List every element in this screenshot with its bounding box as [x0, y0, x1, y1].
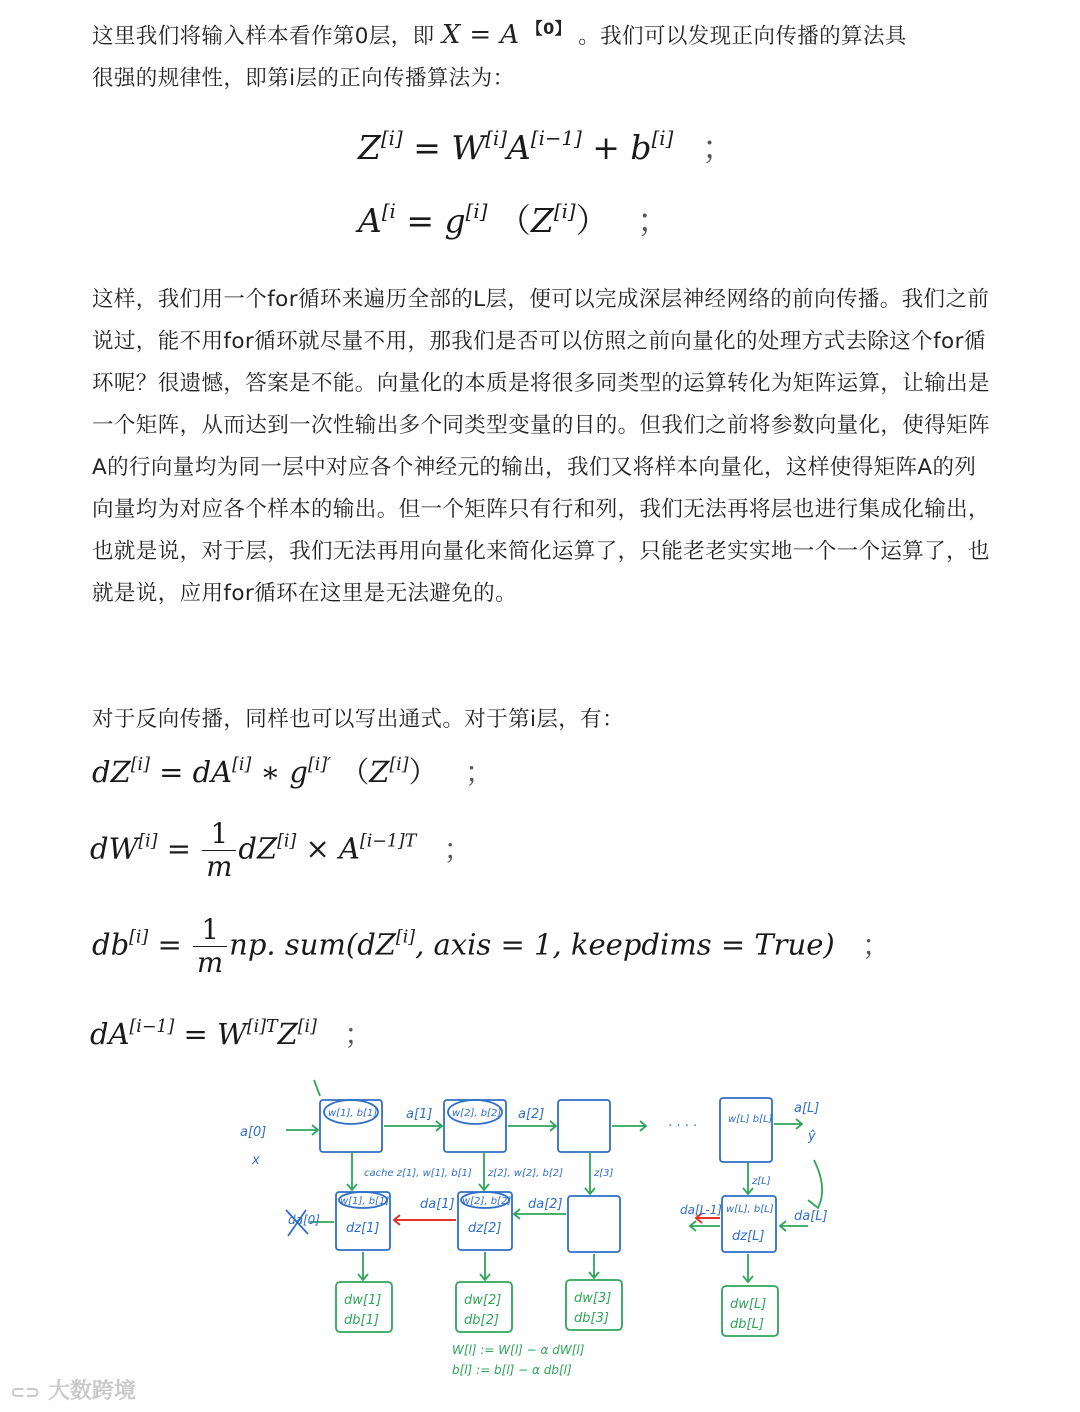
arrow-aL-out: [774, 1119, 802, 1129]
arrow-a1: [384, 1121, 442, 1131]
arrow-grad-L: [743, 1254, 753, 1282]
label-dz1: dz[1]: [346, 1221, 380, 1236]
label-a1: a[1]: [406, 1107, 433, 1122]
label-daL1: da[L-1]: [680, 1203, 723, 1217]
forward-backward-diagram: [228, 1068, 848, 1388]
intro-text-2: 。我们可以发现正向传播的算法具: [578, 23, 907, 49]
forward-equation-z: Z[i] = W[i]A[i−1] + b[i] ；: [358, 127, 735, 167]
label-db2: db[2]: [464, 1313, 499, 1328]
arrow-a0-in: [286, 1125, 318, 1135]
watermark-text: 大数跨境: [47, 1379, 136, 1404]
watermark-logo: [10, 1374, 136, 1405]
backward-intro-paragraph: 对于反向传播，同样也可以写出通式。对于第i层，有：: [92, 707, 624, 732]
label-update-w: W[l] := W[l] − α dW[l]: [452, 1343, 585, 1357]
label-z3: z[3]: [594, 1168, 614, 1179]
label-wb2-bwd: w[2], b[2]: [462, 1196, 512, 1207]
label-dwL: dw[L]: [730, 1297, 767, 1312]
backward-equation-db: db[i] = $\frac{1}{m}$ np. sum(dZ[i], axis = 1, keepdims = True) ；: [92, 914, 891, 979]
label-x: x: [252, 1153, 260, 1168]
label-da0-crossed: da[0]: [288, 1213, 320, 1227]
label-da1: da[1]: [420, 1197, 455, 1212]
label-dw2: dw[2]: [464, 1293, 502, 1308]
label-daL: da[L]: [794, 1209, 828, 1224]
arrow-grad-2: [480, 1252, 490, 1280]
arrow-a2: [508, 1121, 556, 1131]
label-db1: db[1]: [344, 1313, 379, 1328]
label-yhat: ŷ: [808, 1129, 816, 1144]
arrow-red-1: [394, 1215, 456, 1225]
intro-line-2: 很强的规律性，即第i层的正向传播算法为：: [92, 65, 515, 91]
label-dbL: db[L]: [730, 1317, 764, 1332]
label-dzL: dz[L]: [732, 1229, 765, 1244]
for-loop-paragraph: 这样，我们用一个for循环来遍历全部的L层，便可以完成深层神经网络的前向传播。我们之前说过，能不用for循环就尽量不用，那我们是否可以仿照之前向量化的处理方式去除这个for循环呢？很遗憾，答案是不能。向量化的本质是将很多同类型的运算转化为矩阵运算，让输出是一个矩阵，从而达到一次性输出多个同类型变量的目的。但我们之前将参数向量化，使得矩阵A的行向量均为同一层中对应各个神经元的输出，我们又将样本向量化，这样使得矩阵A的列向量均为对应各个样本的输出。但一个矩阵只有行和列，我们无法再将层也进行集成化输出，也就是说，对于层，我们无法再用向量化来简化运算了，只能老老实实地一个一个运算了，也就是说，应用for循环在这里是无法避免的。: [92, 287, 990, 606]
backward-equation-dw: dW[i] = $\frac{1}{m}$ $dZ[i] \times A^{[i-1]T}$ ；: [90, 818, 473, 883]
intro-text-1: 这里我们将输入样本看作第0层，即: [92, 23, 435, 49]
label-dots: · · · ·: [668, 1119, 697, 1134]
label-wb2-fwd: w[2], b[2]: [452, 1108, 502, 1119]
backward-equation-dz: dZ[i] = dA[i] ∗ $g^{[i]'}$ （Z[i]） ；: [92, 754, 494, 789]
watermark-icon: ⊂⊃: [10, 1382, 41, 1403]
intro-math-x-equals-a: X = A: [441, 19, 520, 50]
arrow-loss: [808, 1160, 822, 1208]
arrow-w-in-1: [314, 1080, 320, 1096]
backward-box-3: [568, 1196, 620, 1252]
label-update-b: b[l] := b[l] − α db[l]: [452, 1363, 572, 1377]
arrow-cache-1: [347, 1152, 357, 1190]
label-wb1-bwd: w[1], b[1]: [340, 1196, 390, 1207]
fraction-one-over-m: $\frac{1}{m}$: [202, 818, 236, 883]
arrow-grad-3: [589, 1254, 599, 1278]
label-z2: z[2], w[2], b[2]: [488, 1168, 563, 1179]
intro-bracket-zero: 【0】: [526, 19, 572, 38]
label-dw3: dw[3]: [574, 1291, 612, 1306]
forward-equation-a: $A^{[i} = g[i]$ （Z[i]） ；: [358, 200, 671, 240]
label-dw1: dw[1]: [344, 1293, 382, 1308]
arrow-a3: [612, 1121, 646, 1131]
label-a2: a[2]: [518, 1107, 545, 1122]
backward-equation-da: $dA[i-1] = W^{[i]T}Z[i]$ ；: [90, 1016, 374, 1051]
label-wbL-bwd: w[L], b[L]: [726, 1204, 774, 1215]
fraction-one-over-m: $\frac{1}{m}$: [193, 914, 227, 979]
label-da2: da[2]: [528, 1197, 563, 1212]
diagram-labels-green: [344, 1291, 766, 1377]
label-a0: a[0]: [240, 1125, 267, 1140]
forward-box-3: [558, 1100, 610, 1152]
label-db3: db[3]: [574, 1311, 609, 1326]
label-wLbL-fwd: w[L] b[L]: [728, 1114, 773, 1125]
forward-box-L: [720, 1098, 772, 1162]
label-zL: z[L]: [752, 1176, 771, 1187]
arrow-grad-1: [358, 1252, 368, 1280]
label-aL: a[L]: [794, 1101, 820, 1116]
intro-paragraph: [92, 8, 992, 100]
label-wb1-fwd: w[1], b[1]: [328, 1108, 378, 1119]
arrow-da-L1: [690, 1221, 720, 1231]
label-dz2: dz[2]: [468, 1221, 502, 1236]
label-cache: cache z[1], w[1], b[1]: [364, 1168, 472, 1179]
